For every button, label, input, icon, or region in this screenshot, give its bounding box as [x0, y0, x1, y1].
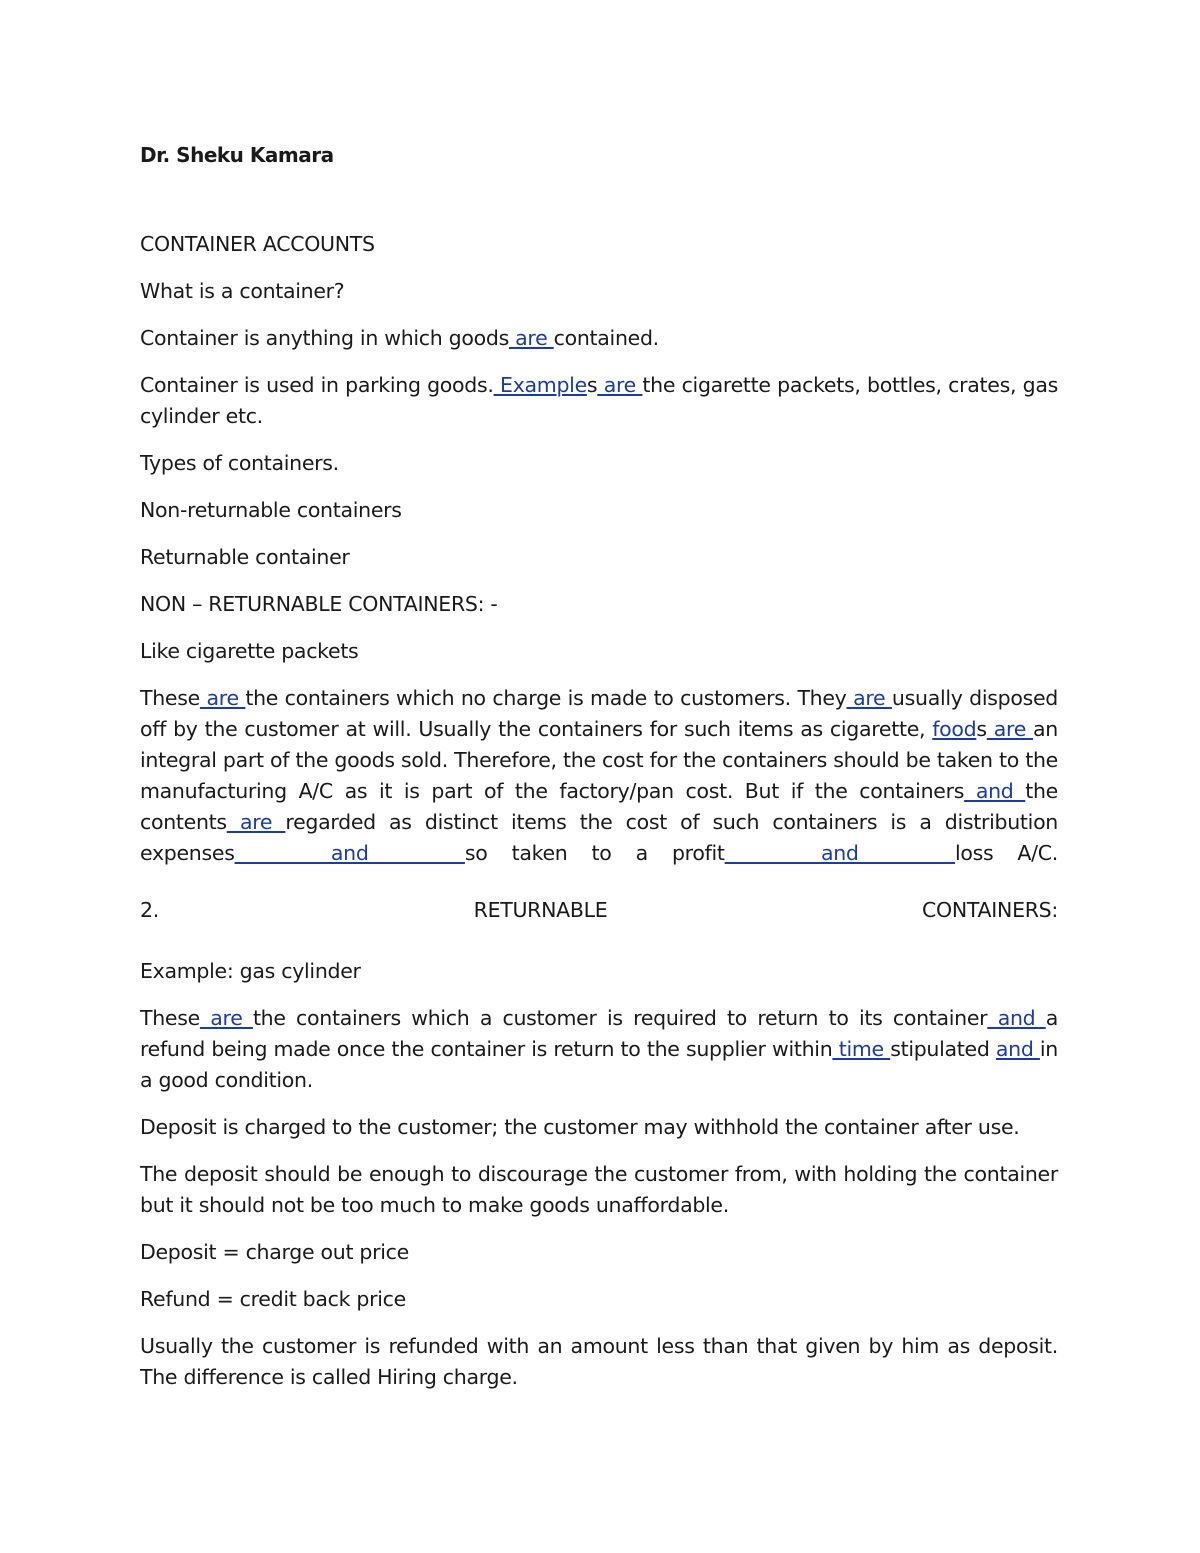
text-run: in a good condition. [140, 1037, 1058, 1092]
types-heading: Types of containers. [140, 451, 339, 475]
returnable-example: Example: gas cylinder [140, 959, 361, 983]
link-and[interactable]: and [987, 1006, 1046, 1030]
question-text: What is a container? [140, 279, 345, 303]
text-run: loss A/C. [954, 841, 1058, 865]
heading-mid: RETURNABLE [473, 898, 608, 922]
heading-number: 2. [140, 898, 159, 922]
type-item-returnable: Returnable container [140, 545, 350, 569]
text-run: These [140, 1006, 200, 1030]
text-run: the containers which a customer is required to return to its container [252, 1006, 988, 1030]
section-heading: CONTAINER ACCOUNTS [140, 232, 375, 256]
returnable-heading [140, 895, 1058, 926]
text-run: Container is used in parking goods. [140, 373, 494, 397]
link-and[interactable]: and [995, 1037, 1040, 1061]
text-run: the containers which no charge is made to customers. They [245, 686, 847, 710]
text-run: regarded as distinct items the cost of such containers is a distribution expenses [140, 810, 1059, 865]
paragraph-definition [140, 323, 1058, 354]
link-are[interactable]: are [226, 810, 286, 834]
link-time[interactable]: time [832, 1037, 891, 1061]
link-are[interactable]: are [846, 686, 892, 710]
paragraph-hiring-charge: Usually the customer is refunded with an amount less than that given by him as deposit. The difference is called Hiring charge. [140, 1334, 1058, 1389]
link-food[interactable]: food [932, 717, 977, 741]
paragraph-deposit-amount: The deposit should be enough to discourage the customer from, with holding the container but it should not be too much to make goods unaffordable. [140, 1162, 1058, 1217]
paragraph-deposit: Deposit is charged to the customer; the customer may withhold the container after use. [140, 1115, 1020, 1139]
link-are[interactable]: are [199, 686, 246, 710]
link-are[interactable]: are [508, 326, 554, 350]
type-item-nonreturnable: Non-returnable containers [140, 498, 402, 522]
text-run: stipulated [890, 1037, 996, 1061]
nonreturnable-example: Like cigarette packets [140, 639, 359, 663]
text-run: the contents [140, 779, 1058, 834]
link-example[interactable]: Example [493, 373, 587, 397]
paragraph-returnable [140, 1003, 1058, 1096]
equation-deposit: Deposit = charge out price [140, 1240, 409, 1264]
author-name: Dr. Sheku Kamara [140, 143, 334, 167]
text-run: These [140, 686, 200, 710]
text-run: s [976, 717, 987, 741]
text-run: an integral part of the goods sold. Therefore, the cost for the containers should be taken to the manufacturing A/C as it is part of the factory/pan cost. But if the containers [140, 717, 1058, 803]
paragraph-usage [140, 370, 1058, 432]
text-run: contained. [553, 326, 659, 350]
text-run: usually disposed off by the customer at will. Usually the containers for such items as cigarette, [140, 686, 1059, 741]
text-run: so taken to a profit [464, 841, 725, 865]
equation-refund: Refund = credit back price [140, 1287, 406, 1311]
link-and[interactable]: and [964, 779, 1026, 803]
text-run: Container is anything in which goods [140, 326, 509, 350]
document-body [140, 140, 1058, 1409]
link-and[interactable]: and [234, 841, 465, 865]
link-are[interactable]: are [199, 1006, 253, 1030]
text-run: the cigarette packets, bottles, crates, gas cylinder etc. [140, 373, 1058, 428]
link-and[interactable]: and [724, 841, 955, 865]
heading-right: CONTAINERS: [922, 898, 1058, 922]
link-are[interactable]: are [597, 373, 643, 397]
nonreturnable-heading: NON – RETURNABLE CONTAINERS: - [140, 592, 498, 616]
text-run: a refund being made once the container is return to the supplier within [140, 1006, 1058, 1061]
link-are[interactable]: are [986, 717, 1034, 741]
text-run: s [586, 373, 598, 397]
paragraph-nonreturnable [140, 683, 1058, 869]
